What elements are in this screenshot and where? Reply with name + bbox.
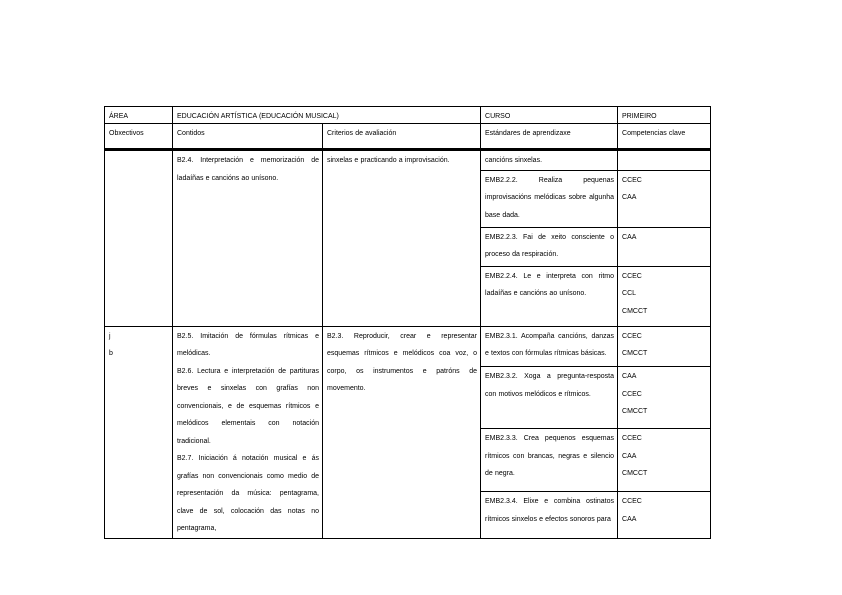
competencia-item: CCEC <box>622 332 642 340</box>
estandar-text: EMB2.3.3. Crea pequenos esquemas rítmicos con brancas, negras e silencio de negra. <box>485 435 615 478</box>
competencia-item: CAA <box>622 515 637 523</box>
competencia-item: CCEC <box>622 176 642 184</box>
estandar-cell <box>481 326 618 367</box>
estandar-text: cancións sinxelas. <box>485 157 543 164</box>
competencias-cell <box>618 492 711 538</box>
area-label: ÁREA <box>105 107 173 124</box>
criterio-paragraph: B2.3. Reproducir, crear e representar esquemas rítmicos e melódicos coa voz, o corpo, os instrumentos e patróns de movemento. <box>327 332 478 392</box>
table-body <box>105 150 711 539</box>
estandar-cell <box>481 367 618 429</box>
criterios-cell <box>323 150 481 327</box>
criterios-cell <box>323 326 481 538</box>
estandar-text: EMB2.3.2. Xoga a pregunta-resposta con motivos melódicos e rítmicos. <box>485 373 615 398</box>
column-header-estandares: Estándares de aprendizaxe <box>481 124 618 150</box>
competencia-item: CCEC <box>622 498 642 506</box>
contido-paragraph: B2.6. Lectura e interpretación de partituras breves e sinxelas con grafías non convencionais, e de esquemas rítmicos e melódicos elementais con notación tradicional. <box>177 367 319 445</box>
competencias-cell <box>618 227 711 266</box>
competencia-item: CMCCT <box>622 470 648 478</box>
competencia-item: CAA <box>622 452 637 460</box>
contido-paragraph: B2.4. Interpretación e memorización de ladaíñas e cancións ao unísono. <box>177 157 319 182</box>
competencias-cell <box>618 170 711 227</box>
estandar-text: EMB2.2.4. Le e interpreta con ritmo ladaíñas e cancións ao unísono. <box>485 272 615 297</box>
competencias-cell <box>618 367 711 429</box>
curso-label: CURSO <box>481 107 618 124</box>
competencias-cell <box>618 326 711 367</box>
competencia-item: CAA <box>622 373 637 381</box>
competencia-item: CCEC <box>622 390 642 398</box>
obxectivos-cell <box>105 326 173 538</box>
estandar-cell <box>481 227 618 266</box>
header-row-area <box>105 107 711 124</box>
curso-value: PRIMEIRO <box>618 107 711 124</box>
competencias-cell <box>618 429 711 492</box>
competencia-item: CCEC <box>622 272 642 280</box>
area-value: EDUCACIÓN ARTÍSTICA (EDUCACIÓN MUSICAL) <box>173 107 481 124</box>
estandar-cell <box>481 429 618 492</box>
estandar-cell <box>481 266 618 326</box>
criterio-paragraph: sinxelas e practicando a improvisación. <box>327 157 450 164</box>
estandar-cell <box>481 150 618 171</box>
competencia-item: CCL <box>622 290 637 297</box>
competencia-item: CCEC <box>622 435 642 443</box>
estandar-text: EMB2.2.2. Realiza pequenas improvisacións melódicas sobre algunha base dada. <box>485 176 615 219</box>
estandar-text: EMB2.3.4. Elixe e combina ostinatos rítmicos sinxelos e efectos sonoros para <box>485 498 615 523</box>
obxectivo-letter: j <box>109 332 111 340</box>
column-header-contidos: Contidos <box>173 124 323 150</box>
competencias-cell <box>618 266 711 326</box>
estandar-text: EMB2.2.3. Fai de xeito consciente o proceso da respiración. <box>485 233 615 258</box>
competencia-item: CMCCT <box>622 408 648 416</box>
estandar-cell <box>481 170 618 227</box>
estandar-text: EMB2.3.1. Acompaña cancións, danzas e textos con fórmulas rítmicas básicas. <box>485 332 615 357</box>
obxectivo-letter: b <box>109 350 113 357</box>
curriculum-table <box>104 106 711 539</box>
competencia-item: CAA <box>622 233 637 241</box>
competencia-item: CMCCT <box>622 307 648 315</box>
contido-paragraph: B2.5. Imitación de fórmulas rítmicas e melódicas. <box>177 332 319 357</box>
contidos-cell <box>173 150 323 327</box>
header-row-columns <box>105 124 711 150</box>
obxectivos-cell <box>105 150 173 327</box>
competencia-item: CMCCT <box>622 350 648 357</box>
column-header-obxectivos: Obxectivos <box>105 124 173 150</box>
competencia-item: CAA <box>622 194 637 201</box>
column-header-criterios: Criterios de avaliación <box>323 124 481 150</box>
estandar-cell <box>481 492 618 538</box>
column-header-competencias: Competencias clave <box>618 124 711 150</box>
table-row <box>105 150 711 171</box>
contidos-cell <box>173 326 323 538</box>
contido-paragraph: B2.7. Iniciación á notación musical e ás grafías non convencionais como medio de representación da música: pentagrama, clave de sol, colocación das notas no pentagrama, <box>177 455 319 532</box>
competencias-cell <box>618 150 711 171</box>
table-row <box>105 326 711 367</box>
